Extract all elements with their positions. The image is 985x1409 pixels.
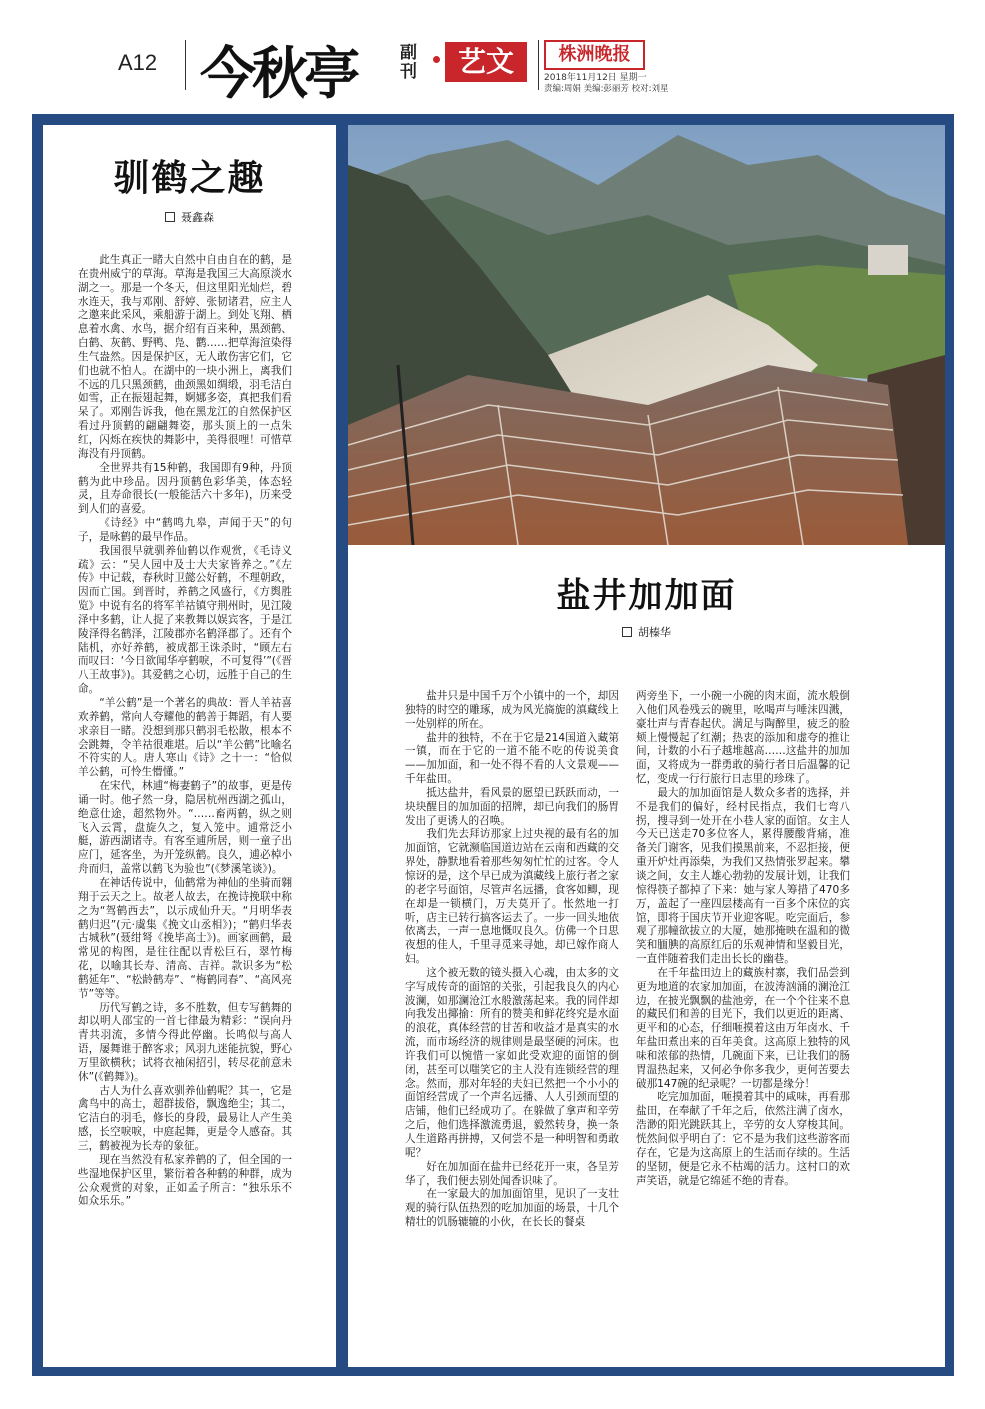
- paragraph-continued: 两旁坐下，一小碗一小碗的肉末面，流水般倒入他们风卷残云的碗里，吆喝声与唾沫四溅，豪壮声与青春起伏。满足与陶醉里，疲乏的脸颊上慢慢起了红潮；热衷的添加和虚夸的推让间，计数的小石子越堆越高……这盐井的加加面，又将成为一群勇敢的骑行者日后温馨的记忆，变成一行行旅行日志里的珍珠了。: [636, 690, 850, 786]
- page-number: A12: [118, 50, 158, 75]
- paragraph: 这个被无数的镜头摄入心魂，由太多的文字写成传奇的面馆的关张，引起我良久的内心波澜，如那澜沧江水般激荡起来。我的同伴却向我发出揶揄：所有的赞美和鲜花终究是水面的浪花，真体经营的甘苦和收益才是真实的水流，而市场经济的规律则是最坚硬的河床。也许我们可以惋惜一家如此受欢迎的面馆的倒闭，甚至可以嗤笑它的主人没有连锁经营的理念。然而，那对年轻的夫妇已然把一个小小的面馆经营成了一个声名远播、人人引颈而望的店铺，他们已经成功了。在躲做了拿声和辛劳之后，他们选择激流勇退，毅然转身，换一条人生道路再拼搏，又何尝不是一种明智和勇敢呢？: [405, 966, 619, 1159]
- paragraph: 盐井的独特，不在于它是214国道入藏第一镇，而在于它的一道不能不吃的传说美食——加加面，和一处不得不看的人文景观——千年盐田。: [405, 731, 619, 786]
- paragraph: 我们先去拜访那家上过央视的最有名的加加面馆，它就濒临国道边站在云南和西藏的交界处，静默地看着那些匆匆忙忙的过客。令人惊讶的是，这个早已成为滇藏线上旅行者之家的老字号面馆，尽管声名远播，食客如鲫，现在却是一锁横门，万夫莫开了。怅然地一打听，店主已转行搞客运去了。一步一回头地依依离去，一声一息地慨叹良久。仿佛一个日思夜想的佳人，千里寻觅来寻她，却已嫁作商人妇。: [405, 828, 619, 966]
- paragraph: 全世界共有15种鹤，我国即有9种，丹顶鹤为此中珍品。因丹顶鹤色彩华美，体态轻灵，且寿命很长(一般能活六十多年)，历来受到人们的喜爱。: [78, 461, 292, 516]
- paragraph: 抵达盐井，看风景的愿望已跃跃而动，一块块醒目的加加面的招牌，却已向我们的肠胃发出了更诱人的召唤。: [405, 786, 619, 827]
- paragraph: 最大的加加面馆是人数众多者的选择，并不是我们的偏好，经村民指点，我们七弯八拐，搜寻到一处开在小巷人家的面馆。女主人今天已送走70多位客人，累得腰酸背痛，准备关门谢客，见我们摸黑前来，不忍拒接，便重开炉灶再添柴，为我们又热情张罗起来。攀谈之间，女主人雄心勃勃的发展计划，让我们惊得筷子都掉了下来：她与家人筹措了470多万，盖起了一座四层楼高有一百多个床位的宾馆，即将于国庆节开业迎客呢。吃完面后，参观了那幢欲拔立的大厦，她那掩映在温和的微笑和腼腆的高原红后的乐观神情和坚毅目光，一直伴随着我们走出长长的幽巷。: [636, 786, 850, 966]
- paragraph: 在一家最大的加加面馆里，见识了一支壮观的骑行队伍热烈的吃加加面的场景，十几个精壮的饥肠辘辘的小伙，在长长的餐桌: [405, 1188, 619, 1229]
- paragraph: 我国很早就驯养仙鹤以作观赏，《毛诗义疏》云：“吴人园中及士大夫家皆养之。”《左传》中记载，春秋时卫懿公好鹤，不理朝政，因而亡国。到晋时，养鹤之风盛行，《方舆胜览》中说有名的将军羊祜镇守荆州时，见江陵泽中多鹤，让人捉了来教舞以娱宾客，于是江陵泽得名鹤泽，江陵郡亦名鹤泽郡了。还有个陆机，亦好养鹤，被成都王诛杀时，“顾左右而叹曰：‘今日欲闻华亭鹤唳，不可复得’”(《晋八王故事》)。其爱鹤之心切，远胜于自己的生命。: [78, 544, 292, 696]
- paragraph: 在神话传说中，仙鹤常为神仙的坐骑而翱翔于云天之上。故老人故去，在挽诗挽联中称之为“驾鹤西去”，以示成仙升天。“月明华表鹤归迟”(元·虞集《挽文山丞相》)；“鹤归华表古城秋”(聂绀弩《挽毕高士》)。画家画鹤，最常见的构图，是往往配以青松巨石，翠竹梅花，以喻其长寿、清高、吉祥。款识多为“松鹤延年”、“松龄鹤寿”、“梅鹤同春”、“高风亮节”等等。: [78, 876, 292, 1000]
- village-house: [868, 245, 908, 275]
- issue-date: 2018年11月12日 星期一: [544, 73, 647, 83]
- page-header: [0, 0, 985, 110]
- paragraph: 此生真正一睹大自然中自由自在的鹤，是在贵州威宁的草海。草海是我国三大高原淡水湖之一。那是一个冬天，但这里阳光灿烂，碧水连天，我与邓刚、舒婷、张韧诸君，应主人之邀来此采风，乘船游于湖上。到处飞翔、栖息着水禽、水鸟，据介绍有百来种，黑颈鹤、白鹤、灰鹤、野鸭、凫、鹳……把草海渲染得生气盎然。因是保护区，无人敢伤害它们，它们也就不怕人。在湖中的一块小洲上，离我们不远的几只黑颈鹤，曲颈黑如绸缎，羽毛洁白如雪，正在振翅起舞，婀娜多姿，真把我们看呆了。邓刚告诉我，他在黑龙江的自然保护区看过丹顶鹤的翩翩舞姿，那头顶上的一点朱红，闪烁在疾快的舞影中，美得很哩！可惜草海没有丹顶鹤。: [78, 254, 292, 460]
- left-article-title: 驯鹤之趣: [113, 157, 266, 199]
- paragraph: 好在加加面在盐井已经花开一束，各呈芳华了，我们便去别处闻香识味了。: [405, 1160, 619, 1187]
- paragraph: 在宋代，林逋“梅妻鹤子”的故事，更是传诵一时。他孑然一身，隐居杭州西湖之孤山，绝意仕途，超然物外。“……畜两鹤，纵之则飞入云霄，盘旋久之，复入笼中。逋常泛小艇，游西湖诸寺。有客至逋所居，则一童子出应门，延客坐，为开笼纵鹤。良久，逋必棹小舟而归，盖常以鹤飞为验也”(《梦溪笔谈》)。: [78, 780, 292, 876]
- right-article-column-2: [636, 690, 850, 1188]
- paragraph: 历代写鹤之诗，多不胜数，但专写鹤舞的却以明人邵宝的一首七律最为精彩：“误向丹青共羽流，多情今得此停幽。长鸣似与高人语，屡舞谁于醉客求；风羽九迷能抗貌，野心万里欲横秋；试将衣袖闲招引，转尽花前意未休”(《鹤舞》)。: [78, 1001, 292, 1083]
- article-photo: [348, 125, 945, 545]
- masthead-subtitle: 副刊: [400, 43, 417, 82]
- right-article-title: 盐井加加面: [556, 576, 737, 616]
- right-article-byline: [348, 624, 945, 640]
- paragraph: 在千年盐田边上的藏族村寨，我们品尝到更为地道的农家加加面，在波涛汹涌的澜沧江边，在披光飘飘的盐池旁，在一个个往来不息的藏民们和善的目光下，我们以更近的距离、更平和的心态，仔细咂摸着这由万年卤水、千年盐田煮出来的百年美食。这高原上独特的风味和浓郁的热情，几碗面下来，已让我们的肠胃温热起来，又何必争你多我少，更何苦要去破那147碗的纪录呢？一切都是缘分！: [636, 966, 850, 1090]
- left-article-byline: [43, 209, 336, 225]
- paragraph: 《诗经》中“鹤鸣九皋，声闻于天”的句子，是咏鹤的最早作品。: [78, 517, 292, 543]
- header-divider: [185, 40, 186, 90]
- masthead-dot: [433, 56, 440, 63]
- left-article-author: 聂鑫森: [181, 211, 214, 224]
- paragraph: 盐井只是中国千万个小镇中的一个，却因独特的时空的雕琢，成为风光旖旎的滇藏线上一处别样的所在。: [405, 690, 619, 730]
- newspaper-logo: 株洲晚报: [544, 40, 645, 70]
- paragraph: 现在当然没有私家养鹤的了，但全国的一些湿地保护区里，繁衍着各种鹤的种群，成为公众观赏的对象，正如孟子所言：“独乐乐不如众乐乐。”: [78, 1153, 292, 1208]
- right-article-author: 胡榛华: [638, 626, 671, 639]
- section-label: 艺文: [445, 42, 527, 82]
- right-article-column-1: [405, 690, 619, 1230]
- header-divider-2: [538, 40, 539, 90]
- byline-box-icon: [165, 212, 175, 222]
- byline-box-icon: [622, 627, 632, 637]
- paragraph: “羊公鹤”是一个著名的典故：晋人羊祜喜欢养鹤，常向人夸耀他的鹤善于舞蹈，有人要求亲目一睹。没想到那只鹤羽毛松散，根本不会跳舞，令羊祜很难堪。后以“羊公鹤”比喻名不符实的人。唐人寒山《诗》之十一：“恰似羊公鹤，可怜生懵懂。”: [78, 697, 292, 779]
- salt-terrace-photo: [348, 125, 945, 545]
- paragraph: 古人为什么喜欢驯养仙鹤呢？其一，它是禽鸟中的高士，超群拔俗，飘逸绝尘；其二，它洁白的羽毛，修长的身段，最易让人产生美感，长空唳唳，中庭起舞，更是令人感奋。其三，鹤被视为长寿的象征。: [78, 1084, 292, 1152]
- issue-staff: 责编:周娟 美编:彭丽芳 校对:刘星: [544, 84, 669, 94]
- paragraph: 吃完加加面，咂摸着其中的咸味，再看那盐田，在奉献了千年之后，依然注满了卤水，浩渺的阳光跳跃其上，辛劳的女人穿梭其间。恍然间似乎明白了：它不是为我们这些游客而存在，它是为这高原上的生活而存续的。生活的坚韧，便是它永不枯竭的活力。这村口的欢声笑语，就是它绵延不绝的青春。: [636, 1091, 850, 1187]
- supplement-masthead: 今秋亭: [200, 41, 356, 107]
- left-article-body: [78, 254, 292, 1209]
